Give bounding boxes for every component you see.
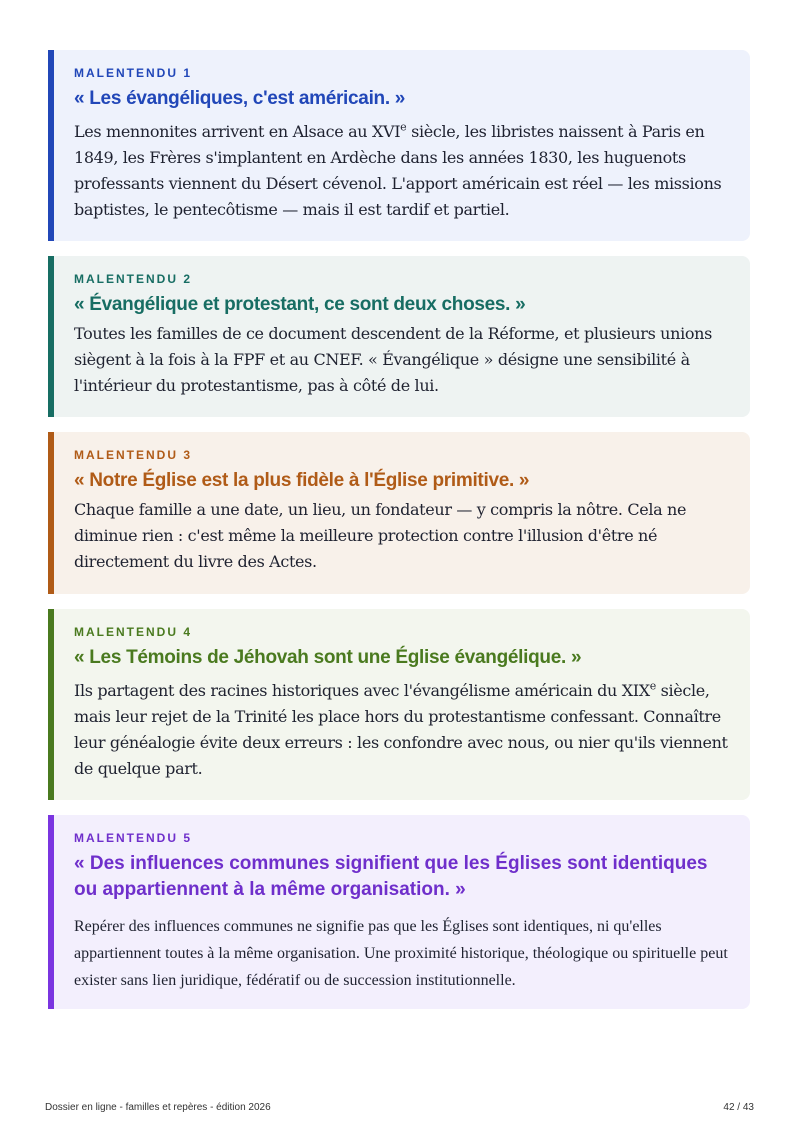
misunderstanding-card-3 [48,432,750,594]
card-body [74,678,730,782]
card-body [74,119,730,223]
card-body: Repérer des influences communes ne signifie pas que les Églises sont identiques, ni qu'elles appartiennent toutes à la même organisation. Une proximité historique, théologique ou spirituelle peut exister sans lien juridique, fédératif ou de succession institutionnelle. [74,918,728,989]
card-label: MALENTENDU 1 [74,66,193,80]
card-label: MALENTENDU 2 [74,272,193,286]
misunderstanding-card-2 [48,256,750,417]
footer-document-title: Dossier en ligne - familles et repères - édition 2026 [45,1102,271,1113]
misunderstanding-card-1 [48,50,750,241]
card-label: MALENTENDU 3 [74,448,193,462]
card-title: « Les évangéliques, c'est américain. » [74,88,406,109]
card-title: « Des influences communes signifient que les Églises sont identiques ou appartiennent à la même organisation. » [74,853,708,900]
card-body-text: siècle, mais leur rejet de la Trinité les place hors du protestantisme confessant. Connaître leur généalogie évite deux erreurs : les confondre avec nous, ou nier qu'ils viennent de quelque part. [74,681,728,778]
card-label: MALENTENDU 5 [74,831,193,845]
card-body: Chaque famille a une date, un lieu, un fondateur — y compris la nôtre. Cela ne diminue rien : c'est même la meilleure protection contre l'illusion d'être né directement du livre des Actes. [74,500,687,571]
misunderstanding-card-4 [48,609,750,800]
footer-page-number: 42 / 43 [723,1102,754,1113]
superscript: e [649,679,656,693]
superscript: e [400,120,407,134]
card-title: « Évangélique et protestant, ce sont deux choses. » [74,294,526,315]
card-body: Toutes les familles de ce document descendent de la Réforme, et plusieurs unions siègent à la fois à la FPF et au CNEF. « Évangélique » désigne une sensibilité à l'intérieur du protestantisme, pas à côté de lui. [74,324,712,395]
card-label: MALENTENDU 4 [74,625,193,639]
card-body-text: siècle, les libristes naissent à Paris en 1849, les Frères s'implantent en Ardèche dans les années 1830, les huguenots professants viennent du Désert cévenol. L'apport américain est réel — les missions baptistes, le pentecôtisme — mais il est tardif et partiel. [74,122,722,219]
card-body-text: Les mennonites arrivent en Alsace au XVI [74,122,401,141]
card-title: « Notre Église est la plus fidèle à l'Église primitive. » [74,470,530,491]
misunderstanding-card-5 [48,815,750,1009]
card-body-text: Ils partagent des racines historiques avec l'évangélisme américain du XIX [74,681,650,700]
card-title: « Les Témoins de Jéhovah sont une Église évangélique. » [74,647,582,668]
